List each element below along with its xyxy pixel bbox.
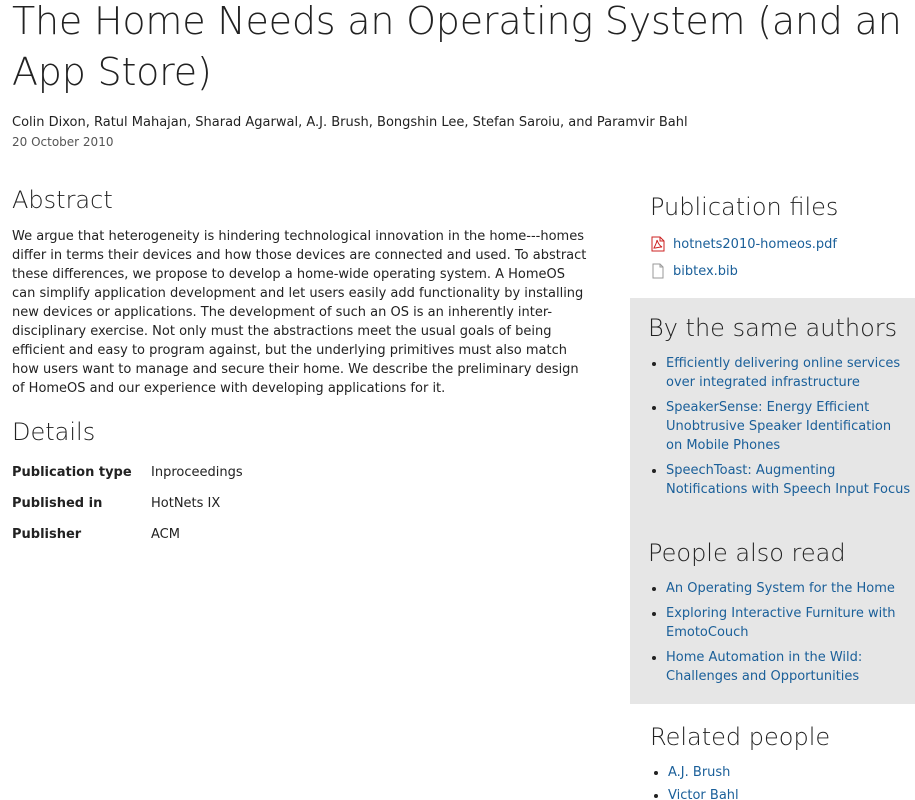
same-authors-link-2[interactable]: SpeechToast: Augmenting Notifications with Speech Input Focus (666, 463, 911, 497)
also-read-heading: People also read (648, 539, 846, 567)
page-title: The Home Needs an Operating System (and an App Store) (12, 0, 902, 94)
list-item (668, 763, 739, 782)
list-item (666, 579, 911, 598)
list-item (666, 354, 911, 392)
file-link-pdf[interactable]: hotnets2010-homeos.pdf (673, 236, 837, 252)
details-value: ACM (151, 527, 180, 542)
details-row (12, 495, 243, 526)
details-row (12, 464, 243, 495)
same-authors-link-1[interactable]: SpeakerSense: Energy Efficient Unobtrusive Speaker Identification on Mobile Phones (666, 400, 892, 453)
details-value: HotNets IX (151, 496, 221, 511)
same-authors-link-0[interactable]: Efficiently delivering online services over integrated infrastructure (666, 356, 901, 390)
details-heading: Details (12, 418, 96, 446)
document-file-icon (650, 263, 666, 279)
list-item (666, 461, 911, 499)
file-item-pdf[interactable] (650, 234, 837, 254)
abstract-text: We argue that heterogeneity is hindering technological innovation in the home---homes differ in terms their devices and how those devices are connected and used. To abstract these differences, we propose to develop a home-wide operating system. A HomeOS can simplify application development and let users easily add functionality by installing new devices or applications. The development of such an OS is an inherently inter-disciplinary exercise. Not only must the abstractions meet the usual goals of being efficient and easy to program against, but the underlying primitives must also match how users want to manage and secure their home. We describe the preliminary design of HomeOS and our experience with developing applications for it. (12, 229, 587, 396)
list-item (668, 786, 739, 800)
details-row (12, 526, 243, 557)
list-item (666, 604, 911, 642)
related-people-heading: Related people (650, 723, 831, 751)
publication-date: 20 October 2010 (12, 135, 114, 149)
details-key: Publisher (12, 527, 82, 542)
related-person-link-0[interactable]: A.J. Brush (668, 765, 731, 780)
related-people-section (630, 704, 915, 800)
also-read-link-2[interactable]: Home Automation in the Wild: Challenges and Opportunities (666, 650, 863, 684)
details-value: Inproceedings (151, 465, 243, 480)
publication-files-heading: Publication files (650, 193, 839, 221)
file-item-bib[interactable] (650, 261, 738, 281)
also-read-link-1[interactable]: Exploring Interactive Furniture with EmotoCouch (666, 606, 896, 640)
related-people-list (650, 763, 739, 800)
list-item (666, 648, 911, 686)
details-key: Publication type (12, 465, 132, 480)
same-authors-list (648, 354, 911, 505)
author-list: Colin Dixon, Ratul Mahajan, Sharad Agarwal, A.J. Brush, Bongshin Lee, Stefan Saroiu, and Paramvir Bahl (12, 115, 688, 130)
details-key: Published in (12, 496, 103, 511)
abstract-heading: Abstract (12, 186, 113, 214)
file-link-bib[interactable]: bibtex.bib (673, 263, 738, 279)
same-authors-heading: By the same authors (648, 314, 898, 342)
pdf-file-icon (650, 236, 666, 252)
list-item (666, 398, 911, 455)
related-person-link-1[interactable]: Victor Bahl (668, 788, 739, 800)
also-read-link-0[interactable]: An Operating System for the Home (666, 581, 895, 596)
also-read-list (648, 579, 911, 692)
related-content-panel (630, 298, 915, 704)
details-table (12, 464, 243, 557)
